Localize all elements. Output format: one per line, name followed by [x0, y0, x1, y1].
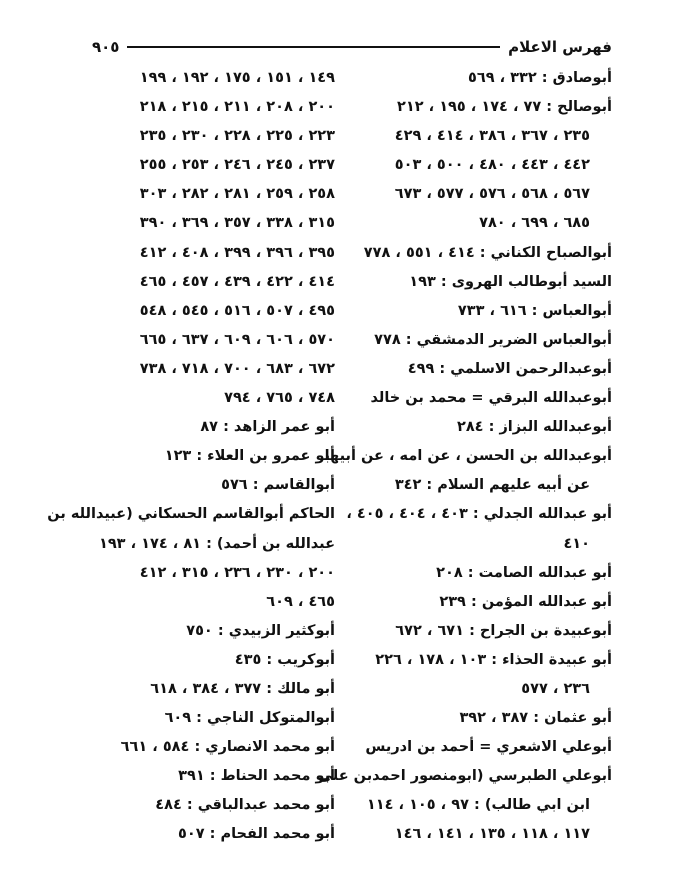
index-entry-line: ٤١٠ [563, 535, 590, 552]
right-index-column [318, 64, 612, 850]
index-entry-line: أبوعبدالله بن الحسن ، عن امه ، عن أبيها [324, 448, 612, 465]
index-entry-line: أبو محمد الحناط : ٣٩١ [178, 768, 335, 785]
index-entry-line: ٦٨٥ ، ٦٩٩ ، ٧٨٠ [479, 215, 590, 232]
index-entry-line: أبوعبدالله البرقي = محمد بن خالد [370, 390, 612, 407]
index-entry-line: أبوالصباح الكناني : ٤١٤ ، ٥٥١ ، ٧٧٨ [363, 244, 612, 261]
page-header [92, 34, 612, 60]
index-entry-line: أبوكثير الزبيدي : ٧٥٠ [186, 622, 335, 639]
index-entry-line: ٧٤٨ ، ٧٦٥ ، ٧٩٤ [224, 390, 335, 407]
index-entry-line: أبوعلي الاشعري = أحمد بن ادريس [365, 739, 612, 756]
index-entry-line: ٢٣٥ ، ٣٦٧ ، ٣٨٦ ، ٤١٤ ، ٤٢٩ [394, 128, 590, 145]
index-entry-line: أبوعبيدة بن الجراح : ٦٧١ ، ٦٧٢ [395, 622, 612, 639]
index-entry-line: ٣٩٥ ، ٣٩٦ ، ٣٩٩ ، ٤٠٨ ، ٤١٢ [139, 244, 335, 261]
index-entry-line: أبو عمر الزاهد : ٨٧ [200, 419, 335, 436]
index-entry-line: أبو مالك : ٣٧٧ ، ٣٨٤ ، ٦١٨ [150, 680, 335, 697]
index-entry-line: أبو عبدالله الصامت : ٢٠٨ [436, 564, 612, 581]
index-entry-line: ٥٧٠ ، ٦٠٦ ، ٦٠٩ ، ٦٣٧ ، ٦٦٥ [139, 331, 335, 348]
index-entry-line: ٢٣٧ ، ٢٤٥ ، ٢٤٦ ، ٢٥٣ ، ٢٥٥ [139, 157, 335, 174]
index-entry-line: أبو عبدالله الجدلي : ٤٠٣ ، ٤٠٤ ، ٤٠٥ ، [346, 506, 612, 523]
page-number: ٩٠٥ [92, 38, 120, 56]
index-entry-line: ٤١٤ ، ٤٢٢ ، ٤٣٩ ، ٤٥٧ ، ٤٦٥ [139, 273, 335, 290]
index-entry-line: أبوالعباس : ٦١٦ ، ٧٣٣ [457, 302, 612, 319]
index-entry-line: ٢٠٠ ، ٢٠٨ ، ٢١١ ، ٢١٥ ، ٢١٨ [139, 99, 335, 116]
index-entry-line: ٢٥٨ ، ٢٥٩ ، ٢٨١ ، ٢٨٢ ، ٣٠٣ [139, 186, 335, 203]
index-entry-line: أبو عثمان : ٣٨٧ ، ٣٩٢ [459, 710, 612, 727]
index-entry-line: ٤٤٢ ، ٤٤٣ ، ٤٨٠ ، ٥٠٠ ، ٥٠٣ [394, 157, 590, 174]
index-entry-line: ٦٧٢ ، ٦٨٣ ، ٧٠٠ ، ٧١٨ ، ٧٣٨ [139, 360, 335, 377]
index-entry-line: ابن ابي طالب) : ٩٧ ، ١٠٥ ، ١١٤ [366, 797, 590, 814]
header-rule [127, 46, 500, 48]
index-entry-line: أبوعلي الطبرسي (ابومنصور احمدبن على [318, 768, 612, 785]
index-entry-line: أبو محمد الانصاري : ٥٨٤ ، ٦٦١ [120, 739, 335, 756]
index-entry-line: أبوالقاسم : ٥٧٦ [221, 477, 335, 494]
index-entry-line: أبوالمتوكل الناجي : ٦٠٩ [164, 710, 335, 727]
index-entry-line: ١٤٩ ، ١٥١ ، ١٧٥ ، ١٩٢ ، ١٩٩ [139, 70, 335, 86]
index-entry-line: ٢٣٦ ، ٥٧٧ [521, 680, 590, 697]
index-entry-line: أبوعبدالله البزاز : ٢٨٤ [456, 419, 612, 436]
index-entry-line: ٥٦٧ ، ٥٦٨ ، ٥٧٦ ، ٥٧٧ ، ٦٧٣ [394, 186, 590, 203]
index-entry-line: أبوكريب : ٤٣٥ [234, 651, 335, 668]
index-entry-line: ٣١٥ ، ٣٣٨ ، ٣٥٧ ، ٣٦٩ ، ٣٩٠ [139, 215, 335, 232]
left-index-column [47, 64, 335, 850]
index-entry-line: السيد أبوطالب الهروى : ١٩٣ [409, 273, 612, 290]
index-entry-line: ١١٧ ، ١١٨ ، ١٣٥ ، ١٤١ ، ١٤٦ [394, 826, 590, 843]
index-entry-line: أبو عبدالله المؤمن : ٢٣٩ [439, 593, 612, 610]
index-entry-line: أبو عمرو بن العلاء : ١٢٣ [164, 448, 335, 465]
index-entry-line: ٤٦٥ ، ٦٠٩ [266, 593, 335, 610]
index-entry-line: ٢٠٠ ، ٢٣٠ ، ٢٣٦ ، ٣١٥ ، ٤١٢ [139, 564, 335, 581]
index-entry-line: أبو محمد عبدالباقي : ٤٨٤ [155, 797, 335, 814]
index-entry-line: أبوصالح : ٧٧ ، ١٧٤ ، ١٩٥ ، ٢١٢ [397, 99, 612, 116]
index-entry-line: ٤٩٥ ، ٥٠٧ ، ٥١٦ ، ٥٤٥ ، ٥٤٨ [139, 302, 335, 319]
index-entry-line: عن أبيه عليهم السلام : ٣٤٢ [394, 477, 590, 494]
index-entry-line: أبو محمد الفحام : ٥٠٧ [178, 826, 335, 843]
index-entry-line: أبوعبدالرحمن الاسلمي : ٤٩٩ [407, 360, 612, 377]
index-entry-line: أبوصادق : ٣٣٢ ، ٥٦٩ [468, 70, 612, 86]
index-entry-line: ٢٢٣ ، ٢٢٥ ، ٢٢٨ ، ٢٣٠ ، ٢٣٥ [139, 128, 335, 145]
index-entry-line: أبوالعباس الضرير الدمشقي : ٧٧٨ [374, 331, 612, 348]
index-entry-line: أبو عبيدة الحذاء : ١٠٣ ، ١٧٨ ، ٢٢٦ [375, 651, 612, 668]
index-entry-line: عبدالله بن أحمد) : ٨١ ، ١٧٤ ، ١٩٣ [98, 535, 335, 552]
page-title: فهرس الاعلام [508, 38, 612, 56]
index-entry-line: الحاكم أبوالقاسم الحسكاني (عبيدالله بن [47, 506, 335, 523]
